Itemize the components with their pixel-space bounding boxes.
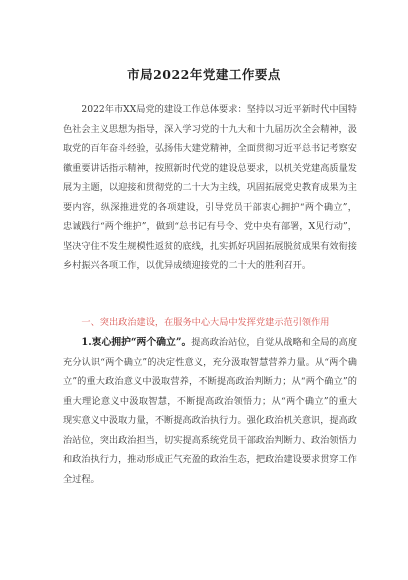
intro-paragraph: 2022年市XX局党的建设工作总体要求：坚持以习近平新时代中国特色社会主义思想为指导，深入学习党的十九大和十九届历次全会精神，汲取党的百年奋斗经验，弘扬伟大建党精神，全面贯彻习近平总书记考察安徽重要讲话指示精神，按照新时代党的建设总要求，以机关党建高质量发展为主题，以迎接和贯彻党的二十大为主线，巩固拓展党史教育成果为主要内容，纵深推进党的各项建设，引导党员干部衷心拥护“两个确立”，忠诚践行“两个维护”，做到“总书记有号令、党中央有部署，X见行动”，坚决守住不发生规模性返贫的底线，扎实抓好巩固拓展脱贫成果有效衔接乡村振兴各项工作，以优异成绩迎接党的二十大的胜利召开。 [63,104,357,271]
section-1-sub-heading: 1.衷心拥护“两个确立”。 [81,337,192,348]
section-1-body-block [63,333,357,489]
section-1-body-text: 提高政治站位，自觉从战略和全局的高度充分认识“两个确立”的决定性意义，充分汲取智慧营养力量。从“两个确立”的重大政治意义中汲取营养，不断提高政治判断力；从“两个确立”的重大理论意义中汲取智慧，不断提高政治领悟力；从“两个确立”的重大现实意义中汲取力量，不断提高政治执行力。强化政治机关意识，提高政治站位，突出政治担当，切实提高系统党员干部政治判断力、政治领悟力和政治执行力，推动形成正气充盈的政治生态，把政治建设要求贯穿工作全过程。 [63,337,358,485]
section-1-paragraph [63,333,357,489]
intro-paragraph-block [63,100,357,276]
document-title: 市局2022年党建工作要点 [127,67,281,82]
section-1-heading: 一、突出政治建设，在服务中心大局中发挥党建示范引领作用 [81,317,330,328]
